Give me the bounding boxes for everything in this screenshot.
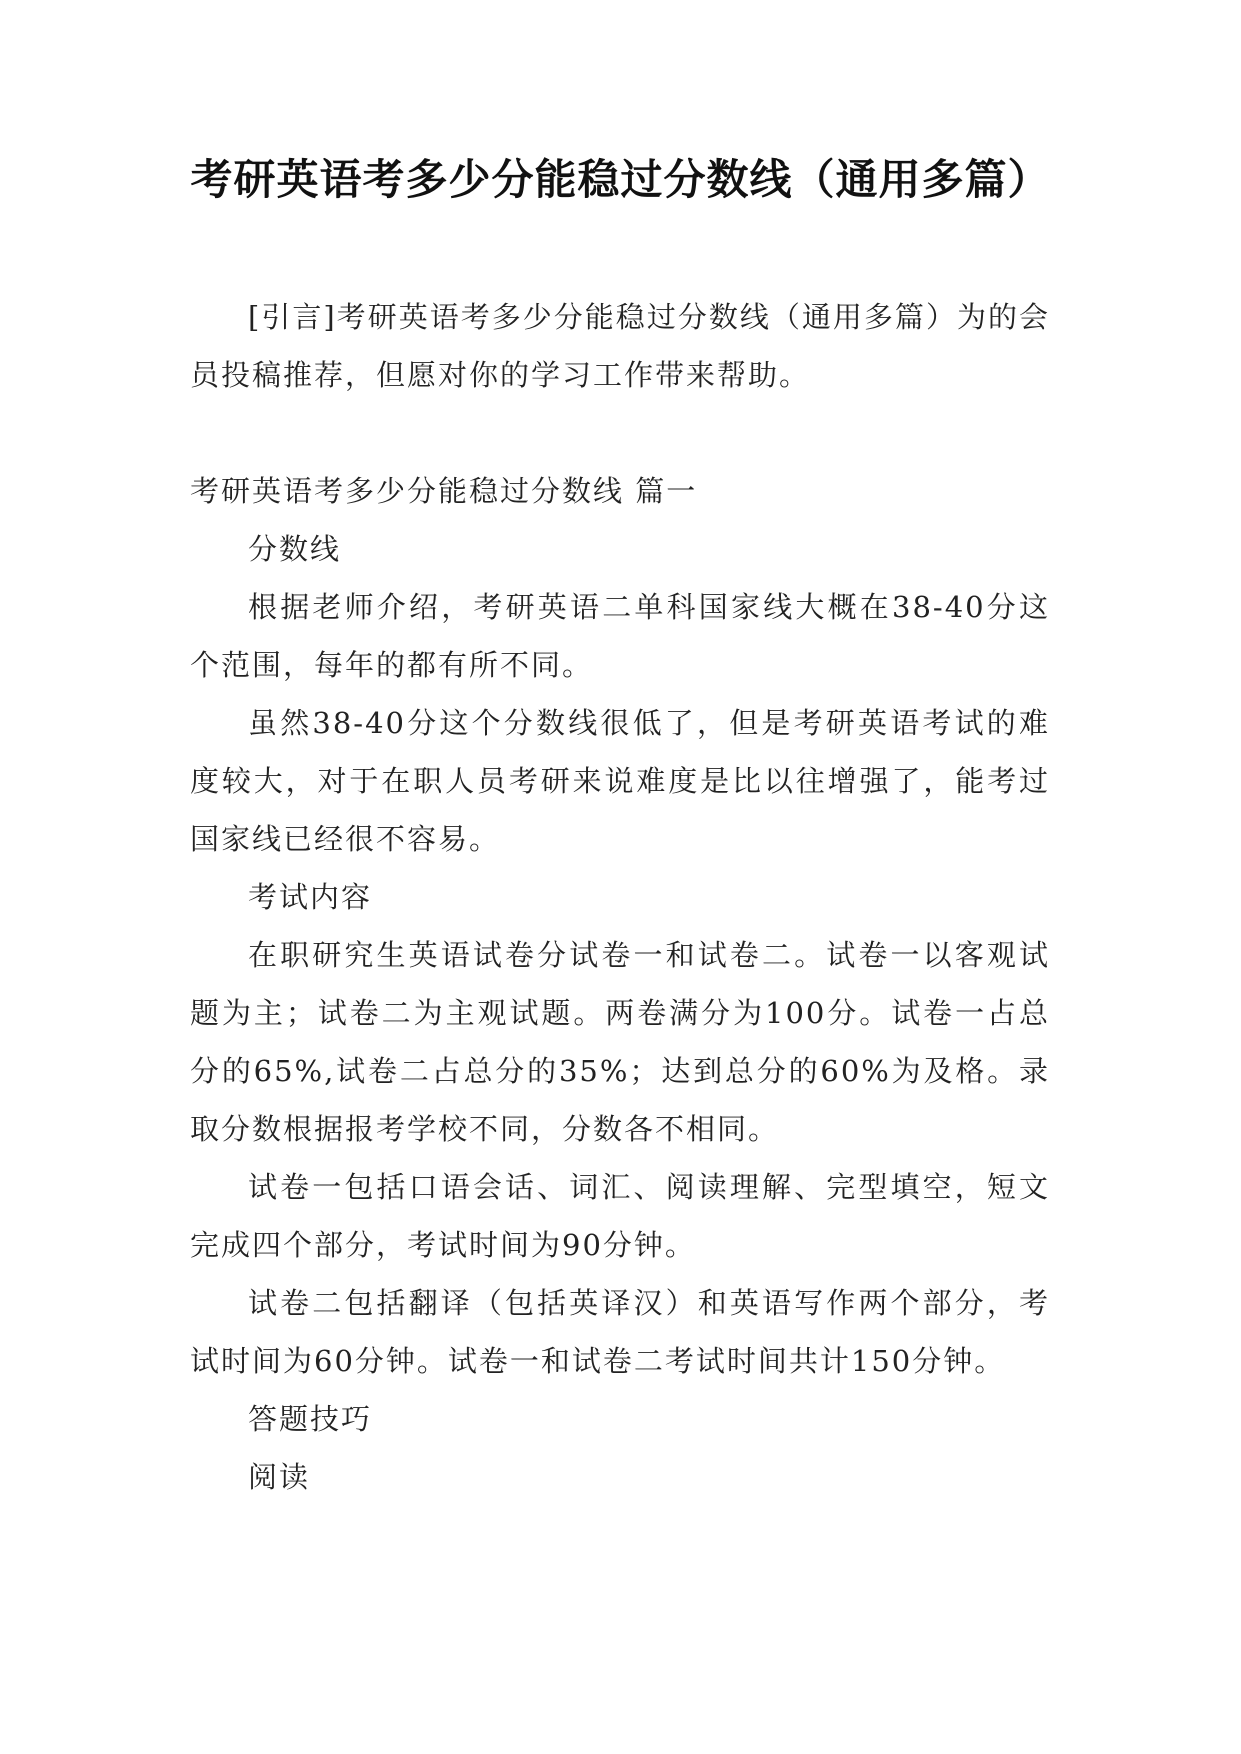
document-body — [190, 288, 1050, 1506]
body-paragraph: 试卷一包括口语会话、词汇、阅读理解、完型填空，短文完成四个部分，考试时间为90分钟。 — [190, 1170, 1050, 1262]
body-paragraph: 在职研究生英语试卷分试卷一和试卷二。试卷一以客观试题为主；试卷二为主观试题。两卷满分为100分。试卷一占总分的65%,试卷二占总分的35%；达到总分的60%为及格。录取分数根据报考学校不同，分数各不相同。 — [190, 938, 1050, 1146]
body-paragraph: 试卷二包括翻译（包括英译汉）和英语写作两个部分，考试时间为60分钟。试卷一和试卷二考试时间共计150分钟。 — [190, 1286, 1050, 1378]
subheading-answer-tips: 答题技巧 — [248, 1402, 373, 1436]
subheading-reading: 阅读 — [248, 1460, 311, 1494]
section-heading: 考研英语考多少分能稳过分数线 篇一 — [190, 474, 698, 508]
body-paragraph: 虽然38-40分这个分数线很低了，但是考研英语考试的难度较大，对于在职人员考研来说难度是比以往增强了，能考过国家线已经很不容易。 — [190, 706, 1050, 856]
intro-paragraph: [引言]考研英语考多少分能稳过分数线（通用多篇）为的会员投稿推荐，但愿对你的学习工作带来帮助。 — [190, 300, 1050, 392]
document-title: 考研英语考多少分能稳过分数线（通用多篇） — [190, 155, 1051, 204]
paragraph-gap — [190, 404, 1050, 462]
body-paragraph: 根据老师介绍，考研英语二单科国家线大概在38-40分这个范围，每年的都有所不同。 — [190, 590, 1050, 682]
subheading-score-line: 分数线 — [248, 532, 342, 566]
subheading-exam-content: 考试内容 — [248, 880, 373, 914]
